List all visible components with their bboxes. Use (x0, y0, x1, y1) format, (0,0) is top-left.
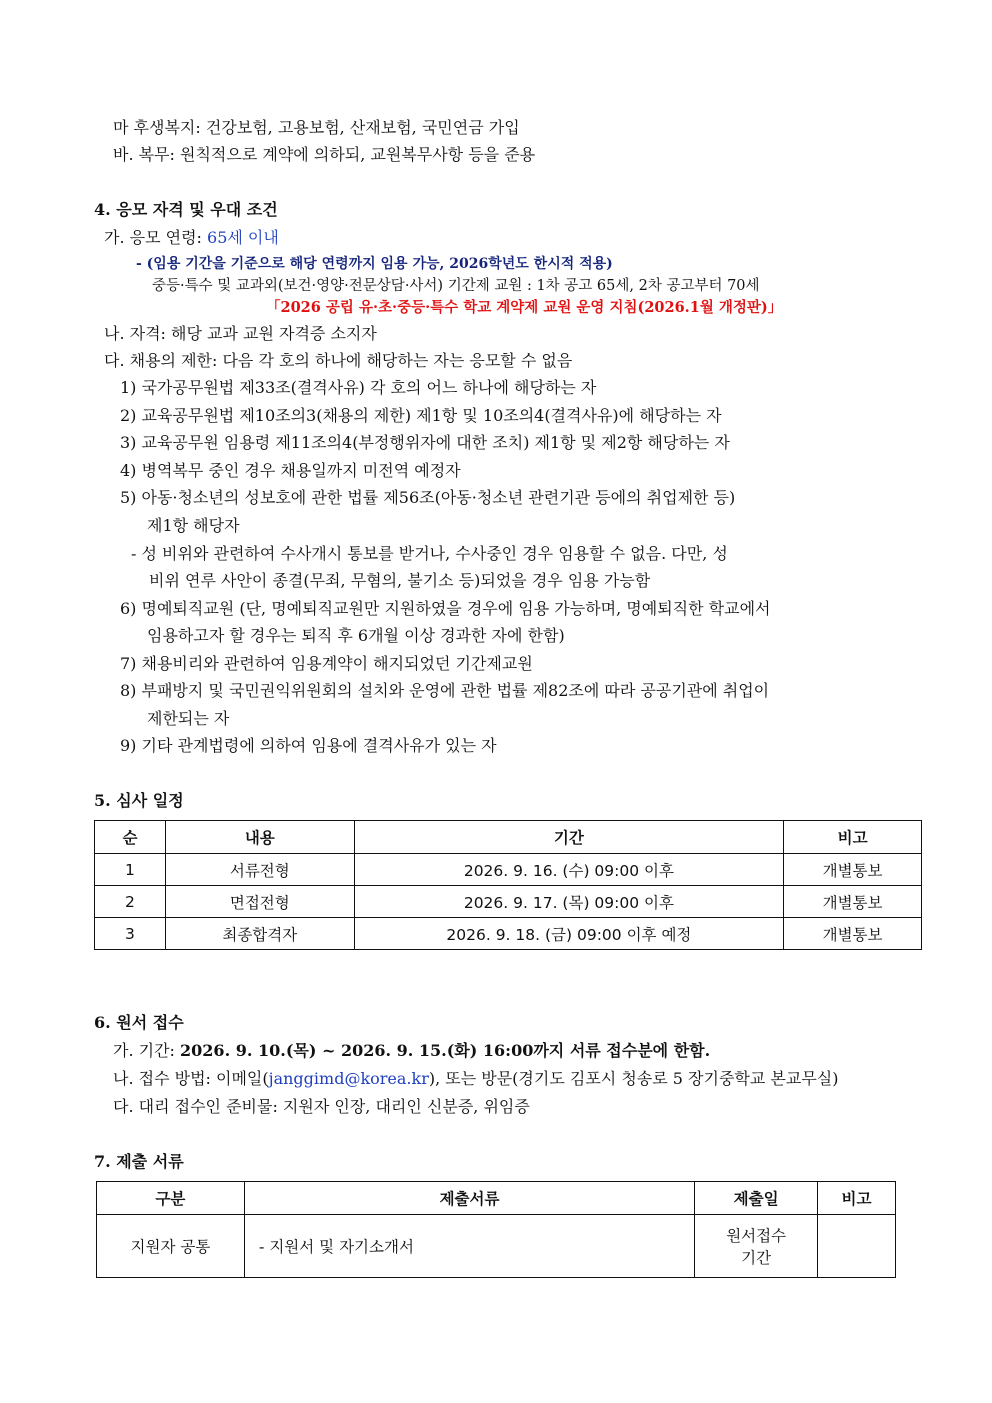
restriction-item: 7) 채용비리와 관련하여 임용계약이 해지되었던 기간제교원 (120, 654, 533, 673)
documents-table (96, 1181, 896, 1278)
restriction-item: 3) 교육공무원 임용령 제11조의4(부정행위자에 대한 조치) 제1항 및 제2항 해당하는 자 (120, 433, 730, 452)
restriction-item-cont: 제한되는 자 (147, 709, 230, 728)
section-5-title: 5. 심사 일정 (94, 791, 184, 810)
schedule-table (94, 820, 922, 950)
header-cell: 구분 (97, 1182, 245, 1215)
category-cell: 지원자 공통 (97, 1215, 245, 1278)
qualification-line: 나. 자격: 해당 교과 교원 자격증 소지자 (104, 324, 377, 343)
restriction-item-cont: 제1항 해당자 (147, 516, 240, 535)
age-value: 65세 이내 (207, 228, 279, 247)
header-cell: 제출일 (695, 1182, 818, 1215)
section-6-title: 6. 원서 접수 (94, 1013, 184, 1032)
proxy-line: 다. 대리 접수인 준비물: 지원자 인장, 대리인 신분증, 위임증 (113, 1097, 530, 1116)
age-note-1: - (임용 기간을 기준으로 해당 연령까지 임용 가능, 2026학년도 한시적 적용) (136, 256, 613, 272)
restriction-item: 6) 명예퇴직교원 (단, 명예퇴직교원만 지원하였을 경우에 임용 가능하며, 명예퇴직한 학교에서 (120, 599, 771, 618)
date-line: 기간 (741, 1249, 772, 1267)
cell: 2026. 9. 17. (목) 09:00 이후 (354, 886, 783, 918)
cell: 2 (95, 886, 166, 918)
email-link[interactable]: janggimd@korea.kr (268, 1069, 429, 1088)
restriction-item: 2) 교육공무원법 제10조의3(채용의 제한) 제1항 및 10조의4(결격사유)에 해당하는 자 (120, 406, 722, 425)
table-row (95, 854, 922, 886)
section-7-title: 7. 제출 서류 (94, 1152, 184, 1171)
restriction-item: 5) 아동·청소년의 성보호에 관한 법률 제56조(아동·청소년 관련기관 등에의 취업제한 등) (120, 488, 736, 507)
date-line: 원서접수 (726, 1227, 787, 1245)
header-cell: 내용 (165, 821, 354, 854)
restriction-subnote: - 성 비위와 관련하여 수사개시 통보를 받거나, 수사중인 경우 임용할 수 없음. 다만, 성 (131, 544, 728, 563)
header-cell: 제출서류 (244, 1182, 694, 1215)
table-row (95, 886, 922, 918)
age-line (104, 228, 279, 248)
welfare-line: 마 후생복지: 건강보험, 고용보험, 산재보험, 국민연금 가입 (113, 118, 520, 137)
documents-cell: - 지원서 및 자기소개서 (244, 1215, 694, 1278)
cell: 2026. 9. 16. (수) 09:00 이후 (354, 854, 783, 886)
method-prefix: 나. 접수 방법: 이메일( (113, 1069, 269, 1088)
restriction-subnote-cont: 비위 연루 사안이 종결(무죄, 무혐의, 불기소 등)되었을 경우 임용 가능함 (149, 571, 651, 590)
documents-header-row (97, 1182, 896, 1215)
application-method-line (113, 1069, 839, 1089)
schedule-header-row (95, 821, 922, 854)
section-4-title: 4. 응모 자격 및 우대 조건 (94, 200, 278, 219)
cell: 1 (95, 854, 166, 886)
restriction-line: 다. 채용의 제한: 다음 각 호의 하나에 해당하는 자는 응모할 수 없음 (104, 351, 573, 370)
cell: 3 (95, 918, 166, 950)
restriction-item: 4) 병역복무 중인 경우 채용일까지 미전역 예정자 (120, 461, 461, 480)
duty-line: 바. 복무: 원칙적으로 계약에 의하되, 교원복무사항 등을 준용 (113, 145, 536, 164)
age-note-guideline: 「2026 공립 유·초·중등·특수 학교 계약제 교원 운영 지침(2026.1월 개정판)」 (266, 299, 783, 316)
restriction-item: 1) 국가공무원법 제33조(결격사유) 각 호의 어느 하나에 해당하는 자 (120, 378, 597, 397)
cell: 면접전형 (165, 886, 354, 918)
age-label: 가. 응모 연령: (104, 228, 208, 247)
cell: 개별통보 (784, 918, 922, 950)
restriction-item: 9) 기타 관계법령에 의하여 임용에 결격사유가 있는 자 (120, 736, 497, 755)
header-cell: 순 (95, 821, 166, 854)
period-value: 2026. 9. 10.(목) ~ 2026. 9. 15.(화) 16:00까지 서류 접수분에 한함. (180, 1041, 711, 1060)
header-cell: 기간 (354, 821, 783, 854)
header-cell: 비고 (818, 1182, 896, 1215)
table-row (95, 918, 922, 950)
table-row (97, 1215, 896, 1278)
age-note-2: 중등·특수 및 교과외(보건·영양·전문상담·사서) 기간제 교원 : 1차 공고 65세, 2차 공고부터 70세 (152, 278, 760, 294)
period-label: 가. 기간: (113, 1041, 181, 1060)
cell: 2026. 9. 18. (금) 09:00 이후 예정 (354, 918, 783, 950)
restriction-item: 8) 부패방지 및 국민권익위원회의 설치와 운영에 관한 법률 제82조에 따라 공공기관에 취업이 (120, 681, 770, 700)
method-suffix: ), 또는 방문(경기도 김포시 청송로 5 장기중학교 본교무실) (428, 1069, 839, 1088)
date-cell (695, 1215, 818, 1278)
cell: 서류전형 (165, 854, 354, 886)
restriction-item-cont: 임용하고자 할 경우는 퇴직 후 6개월 이상 경과한 자에 한함) (147, 626, 565, 645)
application-period-line (113, 1041, 710, 1061)
header-cell: 비고 (784, 821, 922, 854)
cell: 개별통보 (784, 886, 922, 918)
cell: 최종합격자 (165, 918, 354, 950)
note-cell (818, 1215, 896, 1278)
cell: 개별통보 (784, 854, 922, 886)
